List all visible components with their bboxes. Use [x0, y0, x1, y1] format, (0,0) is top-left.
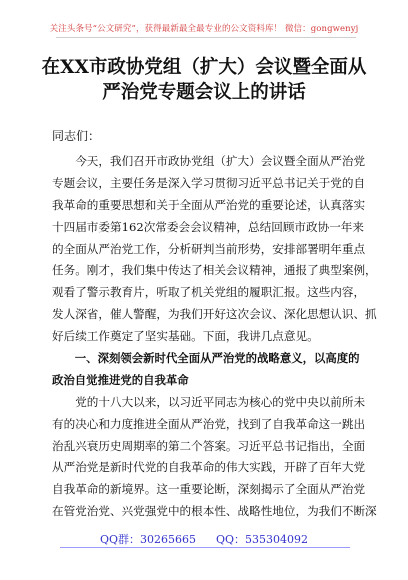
text-line: 有的决心和力度推进全面从严治党，找到了自我革命这一跳出 [52, 416, 366, 431]
paragraph-section-one [52, 392, 377, 523]
text-line: 好后续工作奠定了坚实基础。下面，我讲几点意见。 [52, 329, 319, 344]
text-line: 的全面从严治党工作，分析研判当前形势，安排部署明年重点 [52, 241, 366, 256]
text-line: 今天，我们召开市政协党组（扩大）会议暨全面从严治党 [52, 154, 366, 168]
promo-header: 关注头条号“公文研究”，获得最新最全最专业的公文资料库！ 微信：gongwenyj [49, 24, 359, 34]
heading-line: 政治自觉推进党的自我革命 [52, 372, 189, 387]
text-line: 从严治党是新时代党的自我革命的伟大实践，开辟了百年大党 [52, 460, 366, 475]
text-line: 任务。刚才，我们集中传达了相关会议精神，通报了典型案例， [52, 263, 377, 278]
footer-underline [60, 547, 350, 548]
qq-group-number: QQ群：30265665 [99, 533, 196, 546]
text-line: 在管党治党、兴党强党中的根本性、战略性地位，为我们不断深 [52, 504, 377, 519]
text-line: 发人深省，催人警醒，为我们开好这次会议、深化思想认识、抓 [52, 307, 377, 322]
text-line: 十四届市委第162次常委会会议精神，总结回顾市政协一年来 [52, 219, 364, 234]
text-line: 专题会议，主要任务是深入学习贯彻习近平总书记关于党的自 [52, 175, 366, 190]
contact-footer [0, 531, 408, 547]
title-line: 在XX市政协党组（扩大）会议暨全面从 [41, 57, 367, 78]
heading-line: 一、深刻领会新时代全面从严治党的战略意义，以高度的 [52, 351, 360, 366]
text-line: 观看了警示教育片，听取了机关党组的履职汇报。这些内容， [52, 285, 366, 300]
title-line: 严治党专题会议上的讲话 [102, 82, 306, 103]
qq-number: QQ：535304092 [216, 533, 309, 546]
salutation: 同志们： [52, 129, 101, 143]
document-title [30, 55, 378, 105]
section-heading [52, 348, 366, 392]
text-line: 我革命的重要思想和关于全面从严治党的重要论述，认真落实 [52, 197, 366, 212]
text-line: 自我革命的新境界。这一重要论断，深刻揭示了全面从严治党 [52, 482, 366, 497]
paragraph-intro [52, 151, 377, 348]
header-divider [56, 37, 356, 38]
document-body [52, 126, 377, 523]
text-line: 党的十八大以来，以习近平同志为核心的党中央以前所未 [52, 394, 366, 409]
text-line: 治乱兴衰历史周期率的第二个答案。习近平总书记指出，全面 [52, 438, 366, 453]
